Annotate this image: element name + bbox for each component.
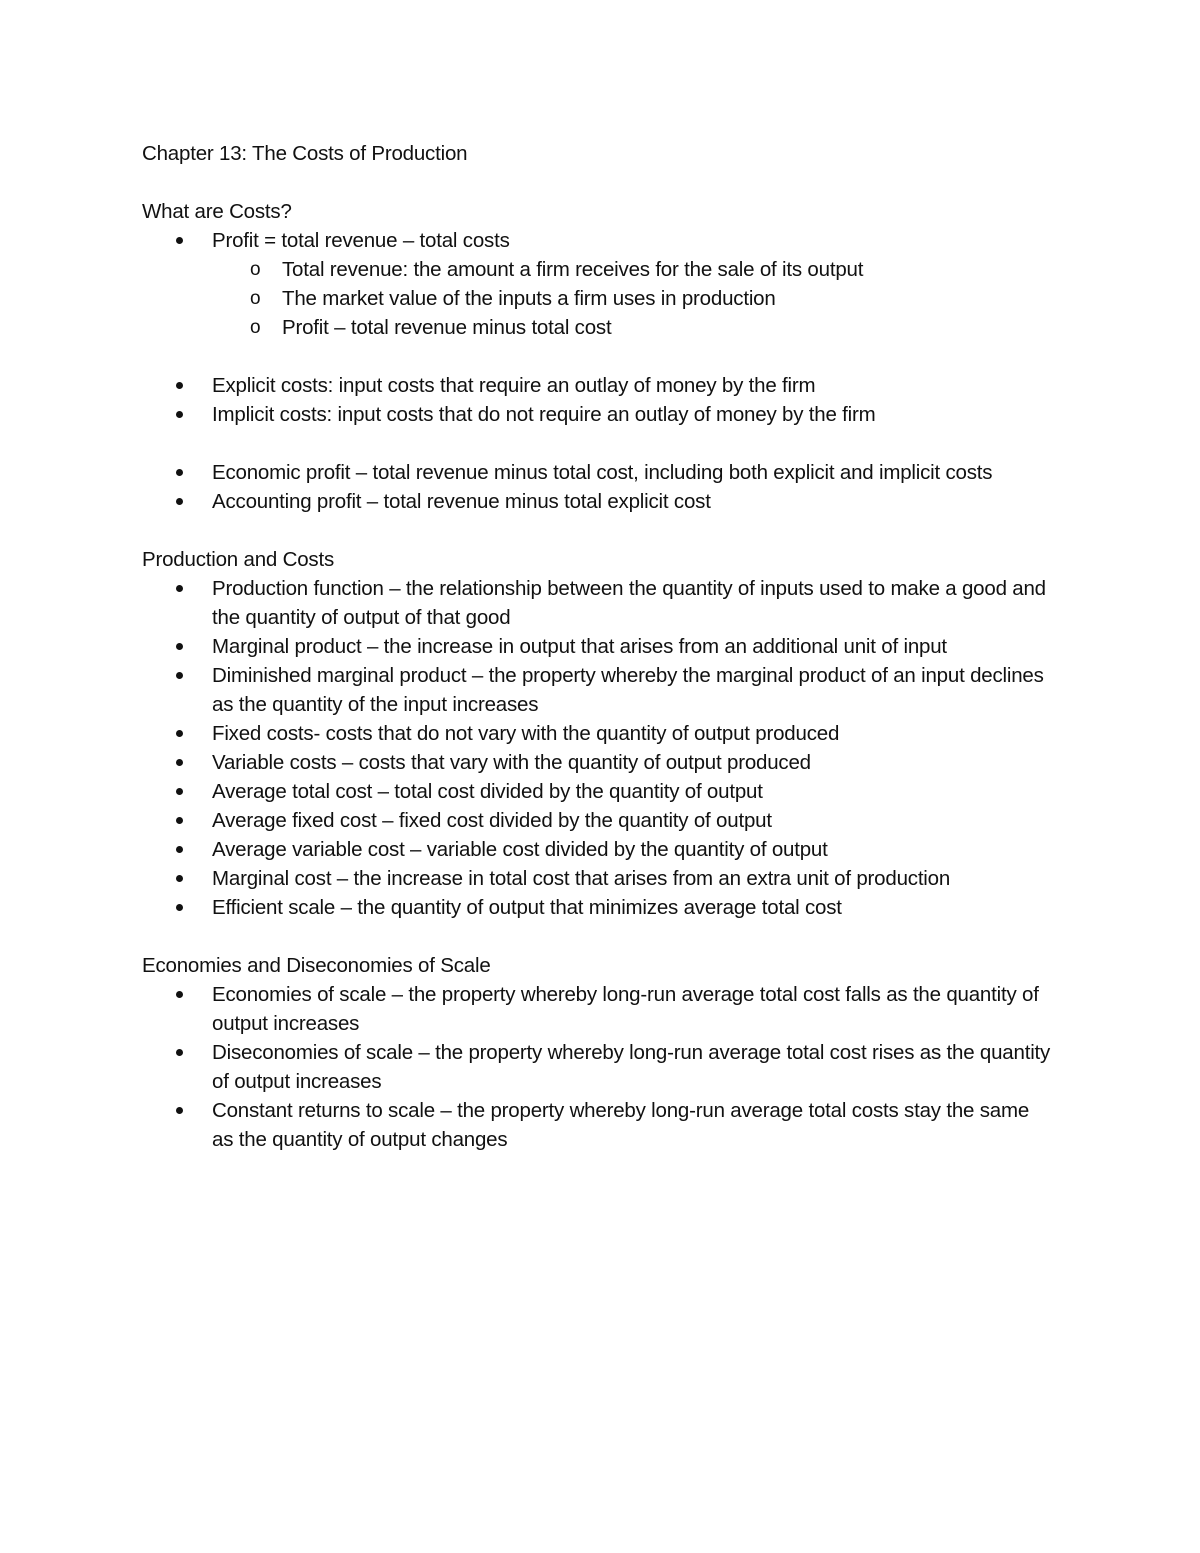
list-item-text: Efficient scale – the quantity of output that minimizes average total cost [212, 896, 842, 919]
document-title: Chapter 13: The Costs of Production [142, 142, 468, 165]
section-heading: What are Costs? [142, 200, 292, 223]
list-item [142, 661, 1052, 719]
list-item [142, 371, 1052, 400]
list-item-text: Explicit costs: input costs that require an outlay of money by the firm [212, 374, 816, 397]
section [142, 545, 1052, 922]
list-item-text: Accounting profit – total revenue minus total explicit cost [212, 490, 711, 513]
list-item-text: Economies of scale – the property whereby long-run average total cost falls as the quantity of output increases [212, 983, 1039, 1035]
list-item-text: Marginal product – the increase in output that arises from an additional unit of input [212, 635, 947, 658]
sub-bullet-list [212, 255, 1052, 342]
list-item [142, 864, 1052, 893]
list-item-text: Production function – the relationship between the quantity of inputs used to make a good and the quantity of output of that good [212, 577, 1046, 629]
list-item-text: Economic profit – total revenue minus total cost, including both explicit and implicit costs [212, 461, 993, 484]
document-body [142, 197, 1052, 1154]
document-page [142, 139, 1052, 1154]
list-item [142, 835, 1052, 864]
list-item-text: Profit = total revenue – total costs [212, 229, 510, 252]
list-item-text: Average fixed cost – fixed cost divided by the quantity of output [212, 809, 772, 832]
section-heading: Economies and Diseconomies of Scale [142, 954, 491, 977]
list-item-text: Implicit costs: input costs that do not require an outlay of money by the firm [212, 403, 876, 426]
list-item [142, 1038, 1052, 1096]
list-item [142, 458, 1052, 487]
list-item-text: Constant returns to scale – the property whereby long-run average total costs stay the same as the quantity of output changes [212, 1099, 1030, 1151]
list-item-text: Diminished marginal product – the property whereby the marginal product of an input declines as the quantity of the input increases [212, 664, 1044, 716]
list-item [142, 980, 1052, 1038]
bullet-list [142, 574, 1052, 922]
list-item [142, 400, 1052, 429]
section [142, 951, 1052, 1154]
sub-list-item: o Total revenue: the amount a firm receives for the sale of its output [212, 255, 1052, 284]
list-item [142, 632, 1052, 661]
list-item [142, 1096, 1052, 1154]
bullet-list [142, 226, 1052, 342]
list-item [142, 748, 1052, 777]
list-item-text: Marginal cost – the increase in total cost that arises from an extra unit of production [212, 867, 951, 890]
list-item [142, 806, 1052, 835]
list-item [142, 893, 1052, 922]
list-item-text: Average total cost – total cost divided by the quantity of output [212, 780, 763, 803]
section [142, 197, 1052, 516]
section-heading: Production and Costs [142, 548, 335, 571]
list-item [142, 574, 1052, 632]
list-item [142, 777, 1052, 806]
list-item [142, 226, 1052, 255]
bullet-list [142, 371, 1052, 429]
list-item [142, 487, 1052, 516]
sub-list-item: o Profit – total revenue minus total cost [212, 313, 1052, 342]
bullet-list [142, 458, 1052, 516]
list-item-text: Average variable cost – variable cost divided by the quantity of output [212, 838, 828, 861]
list-item-text: Diseconomies of scale – the property whereby long-run average total cost rises as the quantity of output increases [212, 1041, 1051, 1093]
list-item-text: Variable costs – costs that vary with the quantity of output produced [212, 751, 811, 774]
bullet-list [142, 980, 1052, 1154]
list-item-text: Fixed costs- costs that do not vary with the quantity of output produced [212, 722, 840, 745]
list-item [142, 719, 1052, 748]
sub-list-wrapper [142, 255, 1052, 342]
sub-list-item: o The market value of the inputs a firm uses in production [212, 284, 1052, 313]
